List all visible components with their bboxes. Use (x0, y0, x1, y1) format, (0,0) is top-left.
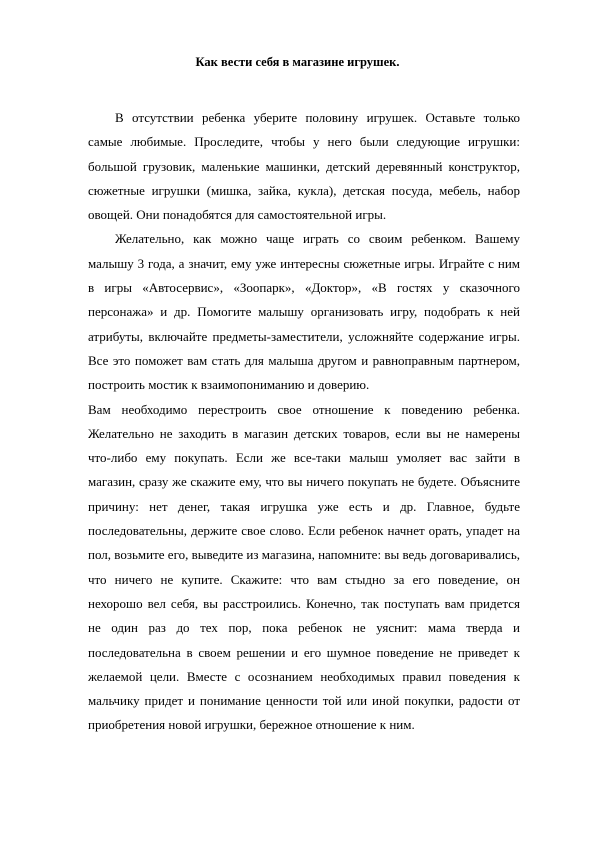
document-body (88, 106, 520, 738)
paragraph-1: В отсутствии ребенка уберите половину игрушек. Оставьте только самые любимые. Проследите, чтобы у него были следующие игрушки: большой грузовик, маленькие машинки, детский деревянный конструктор, сюжетные игрушки (мишка, зайка, кукла), детская посуда, мебель, набор овощей. Они понадобятся для самостоятельной игры. (88, 110, 520, 223)
document-title: Как вести себя в магазине игрушек. (195, 55, 400, 69)
paragraph-2: Желательно, как можно чаще играть со своим ребенком. Вашему малышу 3 года, а значит, ему уже интересны сюжетные игры. Играйте с ним в игры «Автосервис», «Зоопарк», «Доктор», «В гостях у сказочного персонажа» и др. Помогите малышу организовать игру, подобрать к ней атрибуты, включайте предметы-заместители, усложняйте содержание игры. Все это поможет вам стать для малыша другом и равноправным партнером, построить мостик к взаимопониманию и доверию. (88, 231, 520, 393)
paragraph-3: Вам необходимо перестроить свое отношение к поведению ребенка. Желательно не заходить в магазин детских товаров, если вы не намерены что-либо ему покупать. Если же все-таки малыш умоляет вас зайти в магазин, сразу же скажите ему, что вы ничего покупать не будете. Объясните причину: нет денег, такая игрушка уже есть и др. Главное, будьте последовательны, держите свое слово. Если ребенок начнет орать, упадет на пол, возьмите его, выведите из магазина, напомните: вы ведь договаривались, что ничего не купите. Скажите: что вам стыдно за его поведение, он нехорошо вел себя, вы расстроились. Конечно, так поступать вам придется не один раз до тех пор, пока ребенок не уяснит: мама тверда и последовательна в своем решении и его шумное поведение не приведет к желаемой цели. Вместе с осознанием необходимых правил поведения к мальчику придет и понимание ценности той или иной покупки, радости от приобретения новой игрушки, бережное отношение к ним. (88, 401, 520, 733)
